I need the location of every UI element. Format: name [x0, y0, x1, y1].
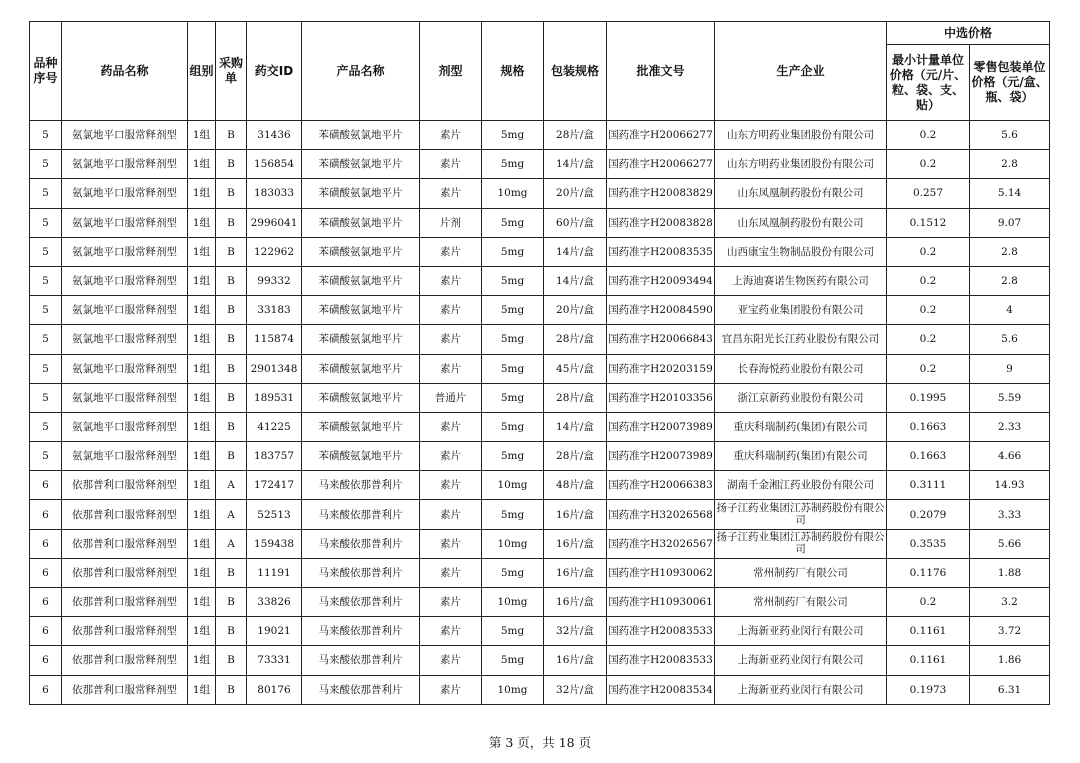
- cell-approval: 国药准字H20066277: [607, 121, 715, 150]
- cell-manufacturer: 重庆科瑞制药(集团)有限公司: [715, 442, 887, 471]
- cell-group: 1组: [188, 412, 216, 441]
- cell-seq: 5: [30, 150, 62, 179]
- cell-drug-name: 氨氯地平口服常释剂型: [62, 150, 188, 179]
- cell-pack: 14片/盒: [544, 150, 607, 179]
- cell-drug-name: 氨氯地平口服常释剂型: [62, 179, 188, 208]
- cell-spec: 5mg: [482, 383, 544, 412]
- cell-group: 1组: [188, 208, 216, 237]
- cell-product: 马来酸依那普利片: [302, 646, 420, 675]
- cell-pack: 28片/盒: [544, 442, 607, 471]
- cell-dosage: 素片: [420, 617, 482, 646]
- cell-unit-price: 0.2: [887, 354, 970, 383]
- cell-approval: 国药准字H20083535: [607, 237, 715, 266]
- cell-drug-name: 氨氯地平口服常释剂型: [62, 442, 188, 471]
- cell-pack: 28片/盒: [544, 325, 607, 354]
- cell-drug-id: 31436: [247, 121, 302, 150]
- cell-seq: 5: [30, 354, 62, 383]
- cell-pack: 32片/盒: [544, 617, 607, 646]
- cell-unit-price: 0.2: [887, 325, 970, 354]
- cell-retail-price: 3.33: [970, 500, 1050, 529]
- cell-approval: 国药准字H20103356: [607, 383, 715, 412]
- cell-drug-id: 159438: [247, 529, 302, 558]
- cell-group: 1组: [188, 121, 216, 150]
- cell-dosage: 素片: [420, 237, 482, 266]
- table-row: [30, 296, 1050, 325]
- cell-spec: 5mg: [482, 208, 544, 237]
- cell-drug-id: 2996041: [247, 208, 302, 237]
- cell-manufacturer: 上海迪赛诺生物医药有限公司: [715, 266, 887, 295]
- cell-unit-price: 0.2: [887, 588, 970, 617]
- table-row: [30, 529, 1050, 558]
- cell-unit-price: 0.2079: [887, 500, 970, 529]
- cell-manufacturer: 浙江京新药业股份有限公司: [715, 383, 887, 412]
- cell-drug-name: 依那普利口服常释剂型: [62, 675, 188, 704]
- cell-spec: 5mg: [482, 150, 544, 179]
- cell-dosage: 素片: [420, 529, 482, 558]
- cell-approval: 国药准字H10930062: [607, 558, 715, 587]
- cell-dosage: 素片: [420, 558, 482, 587]
- cell-purchase: B: [216, 354, 247, 383]
- cell-spec: 5mg: [482, 266, 544, 295]
- table-row: [30, 325, 1050, 354]
- cell-pack: 16片/盒: [544, 529, 607, 558]
- cell-purchase: B: [216, 179, 247, 208]
- cell-pack: 16片/盒: [544, 588, 607, 617]
- cell-manufacturer: 长春海悦药业股份有限公司: [715, 354, 887, 383]
- cell-spec: 5mg: [482, 412, 544, 441]
- cell-group: 1组: [188, 325, 216, 354]
- cell-retail-price: 6.31: [970, 675, 1050, 704]
- cell-group: 1组: [188, 383, 216, 412]
- cell-dosage: 素片: [420, 442, 482, 471]
- cell-group: 1组: [188, 588, 216, 617]
- cell-retail-price: 2.8: [970, 266, 1050, 295]
- cell-retail-price: 3.2: [970, 588, 1050, 617]
- cell-seq: 6: [30, 646, 62, 675]
- header-dosage: 剂型: [420, 22, 482, 121]
- cell-approval: 国药准字H20066383: [607, 471, 715, 500]
- cell-pack: 16片/盒: [544, 646, 607, 675]
- cell-product: 苯磺酸氨氯地平片: [302, 296, 420, 325]
- cell-drug-id: 33183: [247, 296, 302, 325]
- cell-dosage: 素片: [420, 266, 482, 295]
- cell-purchase: B: [216, 296, 247, 325]
- page-footer: 第 3 页，共 18 页: [488, 735, 592, 750]
- header-min-unit-price: 最小计量单位价格（元/片、粒、袋、支、贴）: [887, 45, 970, 121]
- cell-seq: 5: [30, 442, 62, 471]
- cell-spec: 5mg: [482, 442, 544, 471]
- cell-retail-price: 5.6: [970, 325, 1050, 354]
- cell-pack: 16片/盒: [544, 558, 607, 587]
- table-row: [30, 588, 1050, 617]
- cell-manufacturer: 上海新亚药业闵行有限公司: [715, 617, 887, 646]
- cell-product: 马来酸依那普利片: [302, 675, 420, 704]
- cell-seq: 6: [30, 500, 62, 529]
- cell-approval: 国药准字H32026567: [607, 529, 715, 558]
- table-row: [30, 412, 1050, 441]
- cell-drug-name: 依那普利口服常释剂型: [62, 500, 188, 529]
- header-pack: 包装规格: [544, 22, 607, 121]
- cell-drug-id: 172417: [247, 471, 302, 500]
- cell-manufacturer: 宜昌东阳光长江药业股份有限公司: [715, 325, 887, 354]
- cell-purchase: B: [216, 237, 247, 266]
- table-row: [30, 500, 1050, 529]
- cell-retail-price: 2.8: [970, 150, 1050, 179]
- cell-spec: 10mg: [482, 675, 544, 704]
- cell-dosage: 素片: [420, 646, 482, 675]
- cell-drug-name: 氨氯地平口服常释剂型: [62, 208, 188, 237]
- cell-pack: 48片/盒: [544, 471, 607, 500]
- table-row: [30, 558, 1050, 587]
- cell-unit-price: 0.2: [887, 121, 970, 150]
- table-row: [30, 179, 1050, 208]
- cell-purchase: B: [216, 558, 247, 587]
- cell-group: 1组: [188, 442, 216, 471]
- cell-drug-name: 氨氯地平口服常释剂型: [62, 383, 188, 412]
- cell-purchase: B: [216, 325, 247, 354]
- cell-seq: 5: [30, 383, 62, 412]
- cell-dosage: 素片: [420, 325, 482, 354]
- cell-dosage: 素片: [420, 471, 482, 500]
- cell-purchase: B: [216, 442, 247, 471]
- cell-drug-name: 氨氯地平口服常释剂型: [62, 354, 188, 383]
- cell-unit-price: 0.2: [887, 266, 970, 295]
- cell-group: 1组: [188, 617, 216, 646]
- cell-unit-price: 0.3111: [887, 471, 970, 500]
- cell-drug-id: 122962: [247, 237, 302, 266]
- table-row: [30, 442, 1050, 471]
- price-table-container: [29, 21, 1049, 705]
- table-row: [30, 354, 1050, 383]
- cell-retail-price: 5.59: [970, 383, 1050, 412]
- cell-product: 苯磺酸氨氯地平片: [302, 442, 420, 471]
- cell-manufacturer: 常州制药厂有限公司: [715, 558, 887, 587]
- cell-spec: 5mg: [482, 558, 544, 587]
- cell-manufacturer: 山东方明药业集团股份有限公司: [715, 121, 887, 150]
- cell-drug-id: 156854: [247, 150, 302, 179]
- cell-approval: 国药准字H20084590: [607, 296, 715, 325]
- cell-spec: 5mg: [482, 354, 544, 383]
- cell-product: 苯磺酸氨氯地平片: [302, 325, 420, 354]
- cell-retail-price: 4: [970, 296, 1050, 325]
- cell-drug-id: 73331: [247, 646, 302, 675]
- cell-product: 马来酸依那普利片: [302, 471, 420, 500]
- cell-spec: 5mg: [482, 500, 544, 529]
- cell-group: 1组: [188, 296, 216, 325]
- cell-seq: 5: [30, 121, 62, 150]
- cell-manufacturer: 常州制药厂有限公司: [715, 588, 887, 617]
- cell-drug-name: 依那普利口服常释剂型: [62, 558, 188, 587]
- cell-unit-price: 0.1663: [887, 442, 970, 471]
- cell-drug-id: 99332: [247, 266, 302, 295]
- cell-drug-id: 115874: [247, 325, 302, 354]
- cell-purchase: B: [216, 412, 247, 441]
- header-retail-price: 零售包装单位价格（元/盒、瓶、袋）: [970, 45, 1050, 121]
- cell-seq: 5: [30, 179, 62, 208]
- cell-drug-id: 41225: [247, 412, 302, 441]
- cell-manufacturer: 扬子江药业集团江苏制药股份有限公司: [715, 529, 887, 558]
- cell-seq: 5: [30, 266, 62, 295]
- cell-dosage: 素片: [420, 354, 482, 383]
- cell-drug-name: 依那普利口服常释剂型: [62, 617, 188, 646]
- cell-manufacturer: 山东方明药业集团股份有限公司: [715, 150, 887, 179]
- cell-pack: 28片/盒: [544, 121, 607, 150]
- cell-drug-name: 氨氯地平口服常释剂型: [62, 266, 188, 295]
- table-row: [30, 646, 1050, 675]
- cell-group: 1组: [188, 471, 216, 500]
- cell-approval: 国药准字H20083533: [607, 617, 715, 646]
- cell-unit-price: 0.3535: [887, 529, 970, 558]
- cell-approval: 国药准字H20066843: [607, 325, 715, 354]
- cell-pack: 16片/盒: [544, 500, 607, 529]
- cell-unit-price: 0.2: [887, 150, 970, 179]
- cell-retail-price: 4.66: [970, 442, 1050, 471]
- cell-drug-id: 183757: [247, 442, 302, 471]
- cell-spec: 5mg: [482, 237, 544, 266]
- cell-drug-name: 依那普利口服常释剂型: [62, 588, 188, 617]
- cell-pack: 28片/盒: [544, 383, 607, 412]
- cell-purchase: B: [216, 383, 247, 412]
- cell-purchase: B: [216, 266, 247, 295]
- cell-drug-id: 11191: [247, 558, 302, 587]
- cell-seq: 6: [30, 588, 62, 617]
- table-row: [30, 675, 1050, 704]
- cell-seq: 6: [30, 675, 62, 704]
- cell-seq: 5: [30, 325, 62, 354]
- cell-group: 1组: [188, 529, 216, 558]
- cell-product: 苯磺酸氨氯地平片: [302, 208, 420, 237]
- cell-approval: 国药准字H20083533: [607, 646, 715, 675]
- cell-spec: 10mg: [482, 471, 544, 500]
- table-header: [30, 22, 1050, 121]
- cell-seq: 5: [30, 296, 62, 325]
- cell-group: 1组: [188, 646, 216, 675]
- cell-retail-price: 2.33: [970, 412, 1050, 441]
- cell-unit-price: 0.257: [887, 179, 970, 208]
- cell-pack: 20片/盒: [544, 179, 607, 208]
- cell-dosage: 素片: [420, 179, 482, 208]
- cell-manufacturer: 上海新亚药业闵行有限公司: [715, 646, 887, 675]
- cell-manufacturer: 山西康宝生物制品股份有限公司: [715, 237, 887, 266]
- cell-retail-price: 9: [970, 354, 1050, 383]
- header-selected-price: 中选价格: [887, 22, 1050, 45]
- cell-drug-id: 2901348: [247, 354, 302, 383]
- cell-purchase: B: [216, 675, 247, 704]
- cell-dosage: 素片: [420, 500, 482, 529]
- cell-retail-price: 1.86: [970, 646, 1050, 675]
- cell-spec: 10mg: [482, 529, 544, 558]
- cell-purchase: B: [216, 121, 247, 150]
- cell-dosage: 素片: [420, 675, 482, 704]
- cell-drug-name: 氨氯地平口服常释剂型: [62, 296, 188, 325]
- cell-dosage: 素片: [420, 412, 482, 441]
- cell-product: 马来酸依那普利片: [302, 588, 420, 617]
- cell-product: 马来酸依那普利片: [302, 617, 420, 646]
- cell-drug-name: 氨氯地平口服常释剂型: [62, 412, 188, 441]
- cell-spec: 10mg: [482, 588, 544, 617]
- cell-retail-price: 2.8: [970, 237, 1050, 266]
- cell-group: 1组: [188, 500, 216, 529]
- header-manufacturer: 生产企业: [715, 22, 887, 121]
- cell-purchase: A: [216, 529, 247, 558]
- cell-purchase: B: [216, 646, 247, 675]
- cell-purchase: B: [216, 208, 247, 237]
- cell-product: 马来酸依那普利片: [302, 558, 420, 587]
- header-approval: 批准文号: [607, 22, 715, 121]
- cell-pack: 32片/盒: [544, 675, 607, 704]
- cell-retail-price: 14.93: [970, 471, 1050, 500]
- cell-retail-price: 1.88: [970, 558, 1050, 587]
- cell-drug-id: 80176: [247, 675, 302, 704]
- cell-dosage: 素片: [420, 121, 482, 150]
- cell-group: 1组: [188, 354, 216, 383]
- header-drug-name: 药品名称: [62, 22, 188, 121]
- cell-unit-price: 0.1161: [887, 617, 970, 646]
- cell-dosage: 素片: [420, 150, 482, 179]
- cell-purchase: B: [216, 150, 247, 179]
- cell-seq: 6: [30, 558, 62, 587]
- cell-group: 1组: [188, 237, 216, 266]
- cell-product: 苯磺酸氨氯地平片: [302, 266, 420, 295]
- cell-unit-price: 0.1161: [887, 646, 970, 675]
- cell-drug-name: 氨氯地平口服常释剂型: [62, 237, 188, 266]
- cell-product: 苯磺酸氨氯地平片: [302, 150, 420, 179]
- cell-group: 1组: [188, 150, 216, 179]
- cell-seq: 5: [30, 412, 62, 441]
- cell-retail-price: 5.14: [970, 179, 1050, 208]
- cell-drug-id: 183033: [247, 179, 302, 208]
- cell-approval: 国药准字H20083828: [607, 208, 715, 237]
- cell-pack: 14片/盒: [544, 237, 607, 266]
- table-row: [30, 208, 1050, 237]
- cell-spec: 5mg: [482, 325, 544, 354]
- table-row: [30, 383, 1050, 412]
- cell-drug-name: 依那普利口服常释剂型: [62, 471, 188, 500]
- cell-manufacturer: 扬子江药业集团江苏制药股份有限公司: [715, 500, 887, 529]
- cell-group: 1组: [188, 179, 216, 208]
- header-group: 组别: [188, 22, 216, 121]
- cell-purchase: A: [216, 471, 247, 500]
- cell-product: 马来酸依那普利片: [302, 500, 420, 529]
- cell-dosage: 普通片: [420, 383, 482, 412]
- header-drug-id: 药交ID: [247, 22, 302, 121]
- cell-drug-id: 189531: [247, 383, 302, 412]
- cell-unit-price: 0.1663: [887, 412, 970, 441]
- cell-approval: 国药准字H20073989: [607, 412, 715, 441]
- table-body: [30, 121, 1050, 705]
- header-purchase: 采购单: [216, 22, 247, 121]
- cell-unit-price: 0.2: [887, 237, 970, 266]
- cell-approval: 国药准字H20083829: [607, 179, 715, 208]
- cell-retail-price: 5.6: [970, 121, 1050, 150]
- cell-seq: 5: [30, 237, 62, 266]
- cell-group: 1组: [188, 266, 216, 295]
- cell-product: 苯磺酸氨氯地平片: [302, 354, 420, 383]
- cell-product: 苯磺酸氨氯地平片: [302, 179, 420, 208]
- cell-drug-id: 52513: [247, 500, 302, 529]
- cell-drug-name: 依那普利口服常释剂型: [62, 529, 188, 558]
- cell-manufacturer: 上海新亚药业闵行有限公司: [715, 675, 887, 704]
- cell-dosage: 素片: [420, 588, 482, 617]
- cell-unit-price: 0.2: [887, 296, 970, 325]
- cell-manufacturer: 山东凤凰制药股份有限公司: [715, 179, 887, 208]
- cell-seq: 6: [30, 471, 62, 500]
- cell-purchase: A: [216, 500, 247, 529]
- cell-approval: 国药准字H20066277: [607, 150, 715, 179]
- cell-spec: 5mg: [482, 617, 544, 646]
- cell-unit-price: 0.1176: [887, 558, 970, 587]
- cell-unit-price: 0.1995: [887, 383, 970, 412]
- cell-drug-id: 33826: [247, 588, 302, 617]
- cell-approval: 国药准字H20093494: [607, 266, 715, 295]
- cell-manufacturer: 山东凤凰制药股份有限公司: [715, 208, 887, 237]
- cell-product: 苯磺酸氨氯地平片: [302, 237, 420, 266]
- cell-retail-price: 3.72: [970, 617, 1050, 646]
- table-row: [30, 237, 1050, 266]
- cell-group: 1组: [188, 558, 216, 587]
- cell-seq: 6: [30, 529, 62, 558]
- cell-approval: 国药准字H20073989: [607, 442, 715, 471]
- cell-spec: 5mg: [482, 121, 544, 150]
- table-row: [30, 150, 1050, 179]
- cell-group: 1组: [188, 675, 216, 704]
- cell-purchase: B: [216, 588, 247, 617]
- cell-seq: 5: [30, 208, 62, 237]
- cell-manufacturer: 重庆科瑞制药(集团)有限公司: [715, 412, 887, 441]
- cell-drug-name: 氨氯地平口服常释剂型: [62, 325, 188, 354]
- cell-pack: 14片/盒: [544, 266, 607, 295]
- cell-spec: 5mg: [482, 296, 544, 325]
- cell-pack: 20片/盒: [544, 296, 607, 325]
- table-row: [30, 471, 1050, 500]
- cell-spec: 10mg: [482, 179, 544, 208]
- table-row: [30, 266, 1050, 295]
- cell-unit-price: 0.1512: [887, 208, 970, 237]
- cell-retail-price: 9.07: [970, 208, 1050, 237]
- cell-drug-name: 氨氯地平口服常释剂型: [62, 121, 188, 150]
- cell-drug-name: 依那普利口服常释剂型: [62, 646, 188, 675]
- cell-manufacturer: 亚宝药业集团股份有限公司: [715, 296, 887, 325]
- cell-pack: 60片/盒: [544, 208, 607, 237]
- cell-seq: 6: [30, 617, 62, 646]
- cell-unit-price: 0.1973: [887, 675, 970, 704]
- cell-approval: 国药准字H20083534: [607, 675, 715, 704]
- cell-product: 马来酸依那普利片: [302, 529, 420, 558]
- cell-retail-price: 5.66: [970, 529, 1050, 558]
- cell-product: 苯磺酸氨氯地平片: [302, 412, 420, 441]
- cell-pack: 45片/盒: [544, 354, 607, 383]
- cell-approval: 国药准字H20203159: [607, 354, 715, 383]
- cell-spec: 5mg: [482, 646, 544, 675]
- cell-dosage: 片剂: [420, 208, 482, 237]
- cell-manufacturer: 湖南千金湘江药业股份有限公司: [715, 471, 887, 500]
- price-table: [29, 21, 1050, 705]
- header-product: 产品名称: [302, 22, 420, 121]
- cell-product: 苯磺酸氨氯地平片: [302, 121, 420, 150]
- table-row: [30, 617, 1050, 646]
- cell-dosage: 素片: [420, 296, 482, 325]
- cell-approval: 国药准字H10930061: [607, 588, 715, 617]
- cell-product: 苯磺酸氨氯地平片: [302, 383, 420, 412]
- cell-purchase: B: [216, 617, 247, 646]
- cell-pack: 14片/盒: [544, 412, 607, 441]
- cell-approval: 国药准字H32026568: [607, 500, 715, 529]
- header-seq: 品种序号: [30, 22, 62, 121]
- header-spec: 规格: [482, 22, 544, 121]
- table-row: [30, 121, 1050, 150]
- cell-drug-id: 19021: [247, 617, 302, 646]
